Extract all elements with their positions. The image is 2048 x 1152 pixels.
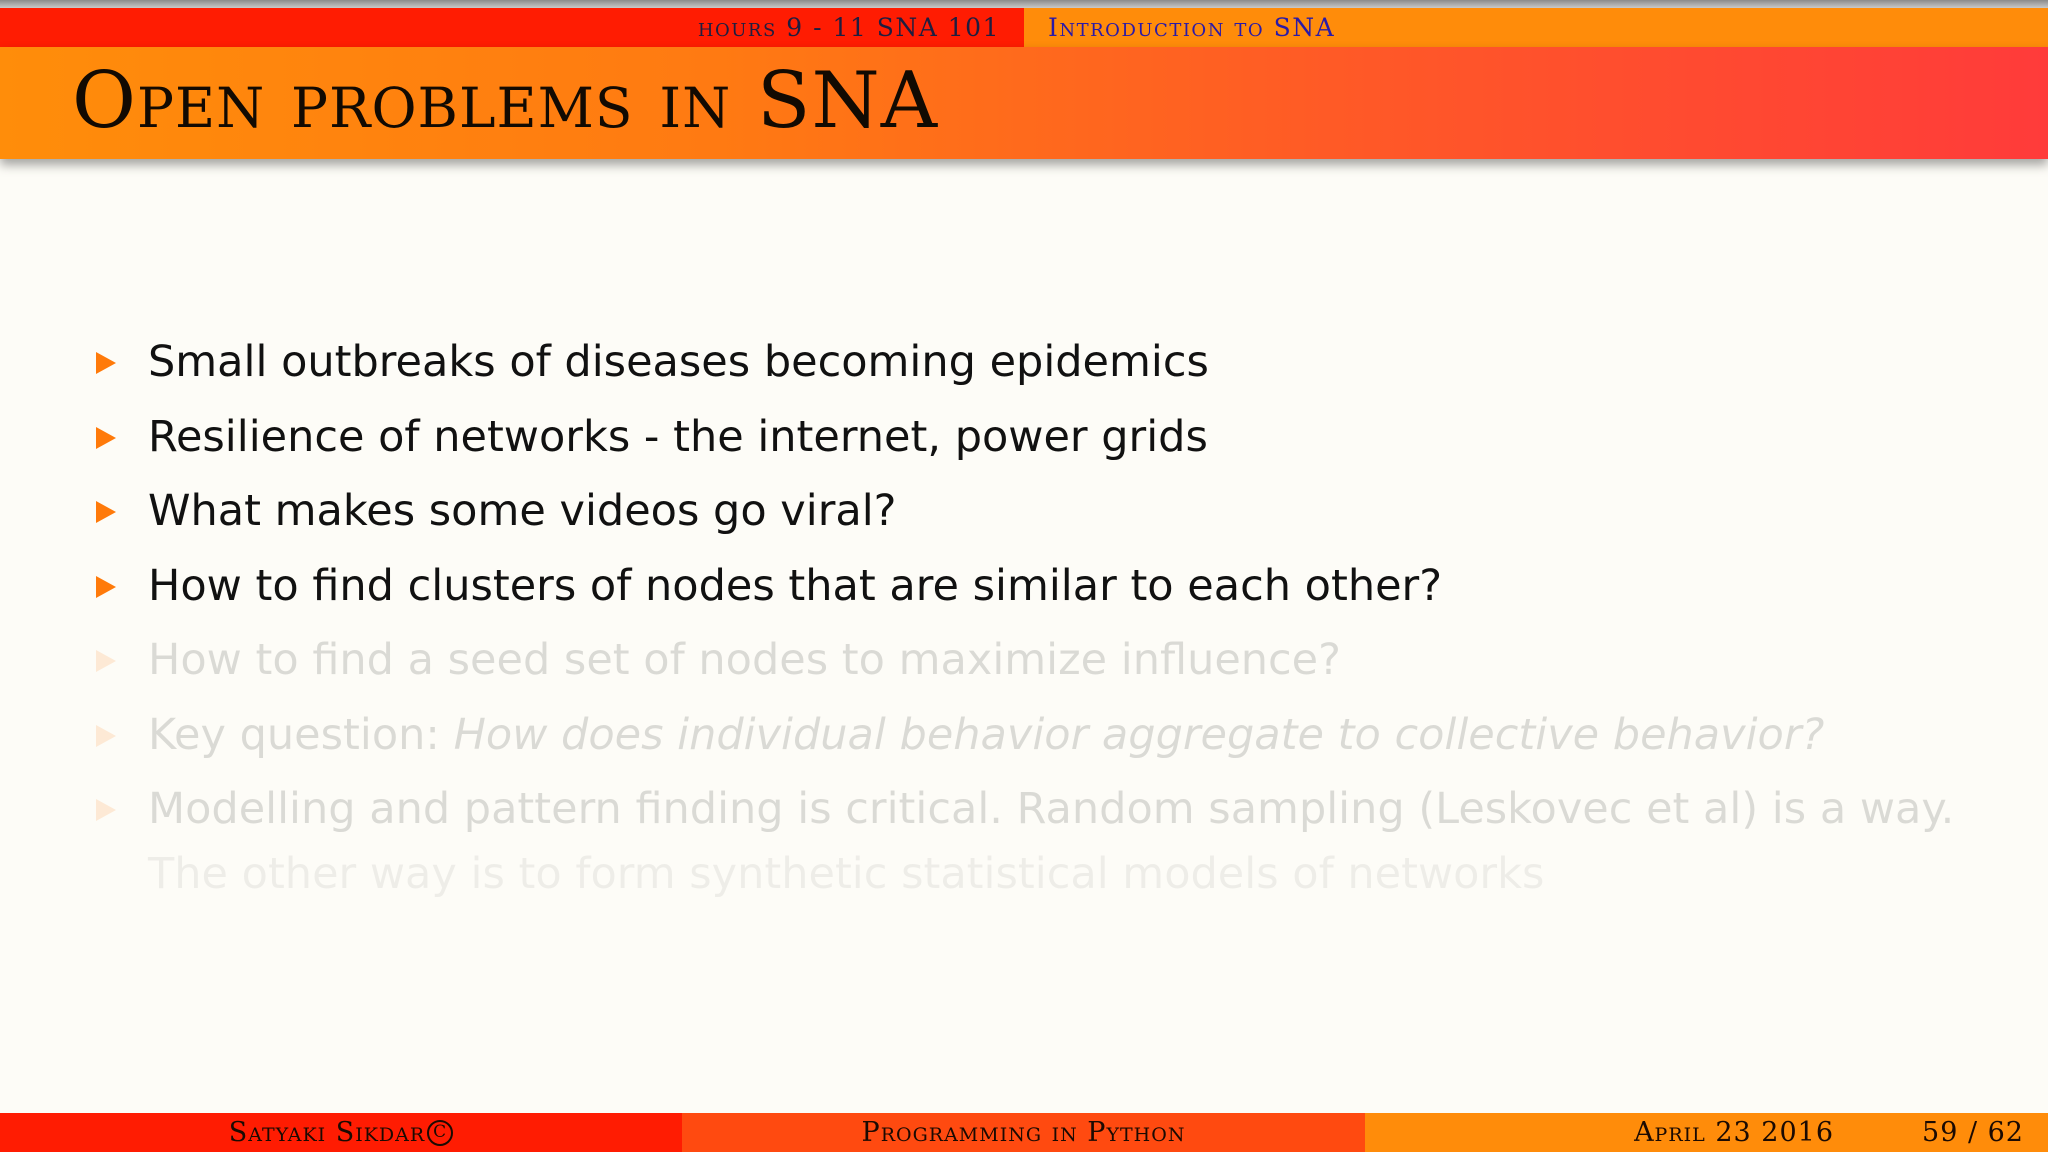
footer-author-cell bbox=[0, 1113, 682, 1152]
bullet-text: What makes some videos go viral? bbox=[148, 486, 897, 536]
bullet-text bbox=[148, 703, 1996, 768]
bullet-list bbox=[96, 330, 1996, 917]
footer-date-cell bbox=[1365, 1113, 2048, 1152]
bullet-item-faded bbox=[96, 777, 1996, 907]
bullet-arrow-icon bbox=[96, 576, 116, 598]
bullet-arrow-icon bbox=[96, 501, 116, 523]
bullet-arrow-icon bbox=[96, 650, 116, 672]
bullet-text: How to find a seed set of nodes to maximize influence? bbox=[148, 635, 1341, 685]
bullet-item bbox=[96, 405, 1996, 470]
nav-section-cell bbox=[0, 8, 1024, 47]
footer-course-cell bbox=[682, 1113, 1365, 1152]
bullet-text: Small outbreaks of diseases becoming epidemics bbox=[148, 337, 1209, 387]
bullet-item-faded bbox=[96, 703, 1996, 768]
bullet-arrow-icon bbox=[96, 799, 116, 821]
bullet-arrow-icon bbox=[96, 427, 116, 449]
top-strip bbox=[0, 0, 2048, 8]
title-bar bbox=[0, 47, 2048, 159]
bullet-arrow-icon bbox=[96, 725, 116, 747]
page-number: 59 / 62 bbox=[1922, 1117, 2024, 1148]
nav-section-link[interactable]: hours 9 - 11 SNA 101 bbox=[697, 13, 1000, 42]
bullet-item bbox=[96, 554, 1996, 619]
nav-subsection-link[interactable]: Introduction to SNA bbox=[1048, 13, 1336, 42]
bullet-item bbox=[96, 479, 1996, 544]
footer-course: Programming in Python bbox=[861, 1117, 1186, 1148]
footer-date: April 23 2016 bbox=[1634, 1117, 1835, 1148]
footer-bar bbox=[0, 1113, 2048, 1152]
slide-title: Open problems in SNA bbox=[72, 56, 939, 146]
bullet-arrow-icon bbox=[96, 352, 116, 374]
bullet-text bbox=[148, 777, 1996, 907]
bullet-item-faded bbox=[96, 628, 1996, 693]
nav-subsection-cell bbox=[1024, 8, 2048, 47]
bullet-main-text: Modelling and pattern finding is critical. Random sampling (Leskovec et al) is a way. bbox=[148, 784, 1955, 834]
bullet-item bbox=[96, 330, 1996, 395]
footer-author: Satyaki Sikdar bbox=[228, 1117, 426, 1148]
copyright-icon: C bbox=[427, 1120, 453, 1146]
bullet-text: Resilience of networks - the internet, power grids bbox=[148, 411, 1208, 462]
key-question-label: Key question: bbox=[148, 709, 454, 760]
bullet-text: How to find clusters of nodes that are similar to each other? bbox=[148, 560, 1443, 611]
key-question-emphasis: How does individual behavior aggregate to collective behavior? bbox=[453, 709, 1825, 760]
navigation-bar bbox=[0, 8, 2048, 47]
bullet-continuation-text: The other way is to form synthetic statistical models of networks bbox=[148, 849, 1545, 899]
